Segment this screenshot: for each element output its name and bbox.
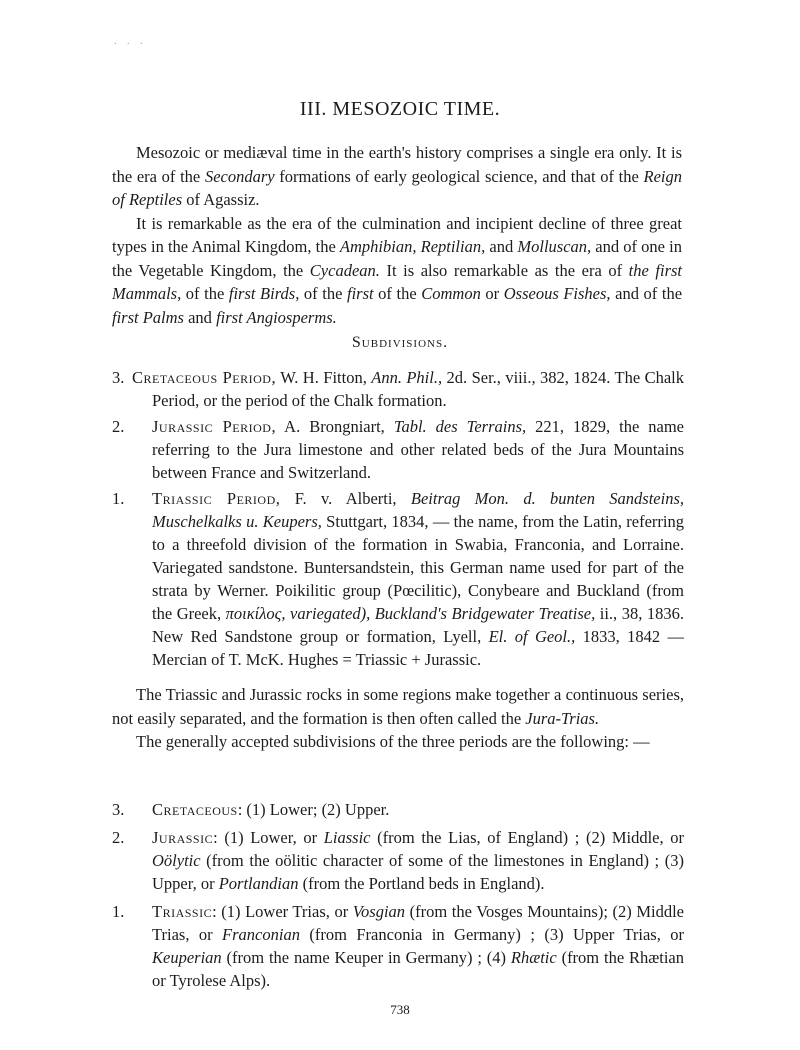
- period-name: Triassic Period,: [152, 489, 281, 508]
- subdivisions-intro-paragraph: The generally accepted subdivisions of the three periods are the following: —: [136, 732, 650, 751]
- subdivision-item-cretaceous: [112, 798, 684, 821]
- text-run: and of one in the Vegetable Kingdom, the: [112, 237, 682, 280]
- text-run: Stuttgart, 1834, — the name, from the Latin, referring to a threefold division of the formation in Swabia, Franconia, and Lorraine. Variegated sandstone. Buntersandstein, this German name used for part of the strata by Werner. Poikilitic group (Pœcilitic), Conybeare and Buckland (from the Greek,: [152, 512, 685, 623]
- italic-term: Liassic: [323, 828, 371, 847]
- text-run: (from the Vosges Mountains); (2) Middle Trias, or: [152, 902, 685, 944]
- text-run: : (1) Lower; (2) Upper.: [237, 800, 390, 819]
- subdivision-item-jurassic: [112, 826, 684, 895]
- text-run: : (1) Lower, or: [213, 828, 324, 847]
- item-number: 2.: [112, 828, 125, 847]
- italic-term: Common: [421, 284, 481, 303]
- period-name: Jurassic: [152, 828, 214, 847]
- italic-term: Vosgian: [352, 902, 406, 921]
- italic-term: ποικίλος, variegated), Buckland's Bridgewater Treatise,: [225, 604, 596, 623]
- item-number: 3.: [112, 368, 125, 387]
- italic-term: the first Mammals,: [112, 260, 682, 303]
- subdivision-text: [152, 826, 684, 895]
- text-run: of the: [373, 284, 422, 303]
- text-run: of the: [299, 284, 347, 303]
- intro-section: [112, 141, 682, 329]
- text-run: and: [183, 307, 217, 327]
- item-number: 1.: [112, 902, 125, 921]
- italic-term: Oölytic: [152, 851, 201, 870]
- text-run: (from the Portland beds in England).: [298, 874, 545, 893]
- text-run: 2d. Ser., viii., 382, 1824. The Chalk Period, or the period of the Chalk formation.: [152, 368, 684, 410]
- italic-term: Franconian: [222, 925, 300, 944]
- period-name: Cretaceous Period,: [132, 368, 277, 387]
- period-item-jurassic: [112, 415, 684, 484]
- text-run: It is also remarkable as the era of: [379, 260, 629, 280]
- jura-trias-paragraph: [112, 683, 684, 730]
- intro-paragraph-1: [112, 141, 682, 212]
- text-run: of Agassiz.: [182, 190, 260, 209]
- italic-term: Tabl. des Terrains,: [393, 417, 527, 436]
- italic-term: Jura-Trias.: [525, 708, 600, 728]
- jura-trias-section: [112, 683, 684, 754]
- italic-term: Osseous Fishes,: [503, 284, 611, 303]
- period-text: [132, 366, 684, 412]
- text-run: 1833, 1842 — Mercian of T. McK. Hughes = Triassic + Jurassic.: [152, 627, 685, 669]
- period-name: Triassic: [152, 902, 213, 921]
- text-run: F. v. Alberti,: [280, 489, 411, 508]
- italic-term: Beitrag Mon. d. bunten Sandsteins, Muschelkalks u. Keupers,: [152, 489, 684, 531]
- italic-term: Portlandian: [218, 874, 299, 893]
- text-run: It is remarkable as the era of the culmination and incipient decline of three great types in the Animal Kingdom, the: [112, 213, 682, 256]
- corner-marks: . . .: [114, 36, 147, 47]
- italic-term: Reign of Reptiles: [112, 166, 682, 209]
- text-run: formations of early geological science, and that of the: [274, 166, 644, 186]
- subdivisions-heading: Subdivisions.: [351, 334, 449, 351]
- italic-term: Keuperian: [152, 948, 222, 967]
- subdivision-text: [152, 798, 684, 821]
- text-run: ii., 38, 1836. New Red Sandstone group or formation, Lyell,: [152, 604, 684, 646]
- italic-term: first Birds,: [228, 284, 300, 303]
- chapter-title: III. MESOZOIC TIME.: [299, 98, 501, 120]
- intro-paragraph-2: [112, 212, 682, 330]
- italic-term: first Angiosperms.: [216, 307, 337, 327]
- text-run: or: [480, 284, 504, 303]
- period-name: Cretaceous: [152, 800, 238, 819]
- text-run: (from Franconia in Germany) ; (3) Upper Trias, or: [299, 925, 684, 944]
- text-run: of the: [181, 284, 229, 303]
- text-run: and of the: [610, 284, 683, 303]
- italic-term: Molluscan,: [517, 237, 592, 256]
- subdivision-list: [112, 798, 684, 997]
- text-run: (from the name Keuper in Germany) ; (4): [221, 948, 511, 967]
- italic-term: Secondary: [204, 166, 275, 186]
- period-name: Jurassic Period,: [152, 417, 277, 436]
- text-run: A. Brongniart,: [276, 417, 394, 436]
- text-run: (from the oölitic character of some of the limestones in England) ; (3) Upper, or: [152, 851, 684, 893]
- italic-term: first: [346, 284, 374, 303]
- period-item-triassic: [112, 487, 684, 671]
- italic-term: Cycadean.: [309, 260, 380, 280]
- period-list: [112, 366, 684, 674]
- italic-term: Amphibian, Reptilian,: [339, 237, 486, 256]
- period-text: [152, 487, 684, 671]
- italic-term: first Palms: [112, 307, 184, 327]
- period-item-cretaceous: [112, 366, 684, 412]
- period-text: [152, 415, 684, 484]
- item-number: 1.: [112, 489, 125, 508]
- text-run: (from the Rhætian or Tyrolese Alps).: [152, 948, 684, 990]
- italic-term: Ann. Phil.,: [371, 368, 443, 387]
- item-number: 3.: [112, 800, 125, 819]
- text-run: (from the Lias, of England) ; (2) Middle, or: [370, 828, 684, 847]
- item-number: 2.: [112, 417, 125, 436]
- subdivision-text: [152, 900, 684, 992]
- text-run: The Triassic and Jurassic rocks in some regions make together a continuous series, not easily separated, and the formation is then often called the: [112, 685, 684, 728]
- text-run: 221, 1829, the name referring to the Jura limestone and other related beds of the Jura Mountains between France and Switzerland.: [152, 417, 685, 482]
- italic-term: El. of Geol.,: [488, 627, 576, 646]
- page-number: 738: [390, 1002, 410, 1017]
- text-run: Mesozoic or mediæval time in the earth's history comprises a single era only. It is the era of the: [112, 143, 682, 186]
- text-run: and: [485, 237, 518, 256]
- text-run: W. H. Fitton,: [276, 368, 372, 387]
- subdivision-item-triassic: [112, 900, 684, 992]
- italic-term: Rhætic: [510, 948, 557, 967]
- text-run: : (1) Lower Trias, or: [212, 902, 353, 921]
